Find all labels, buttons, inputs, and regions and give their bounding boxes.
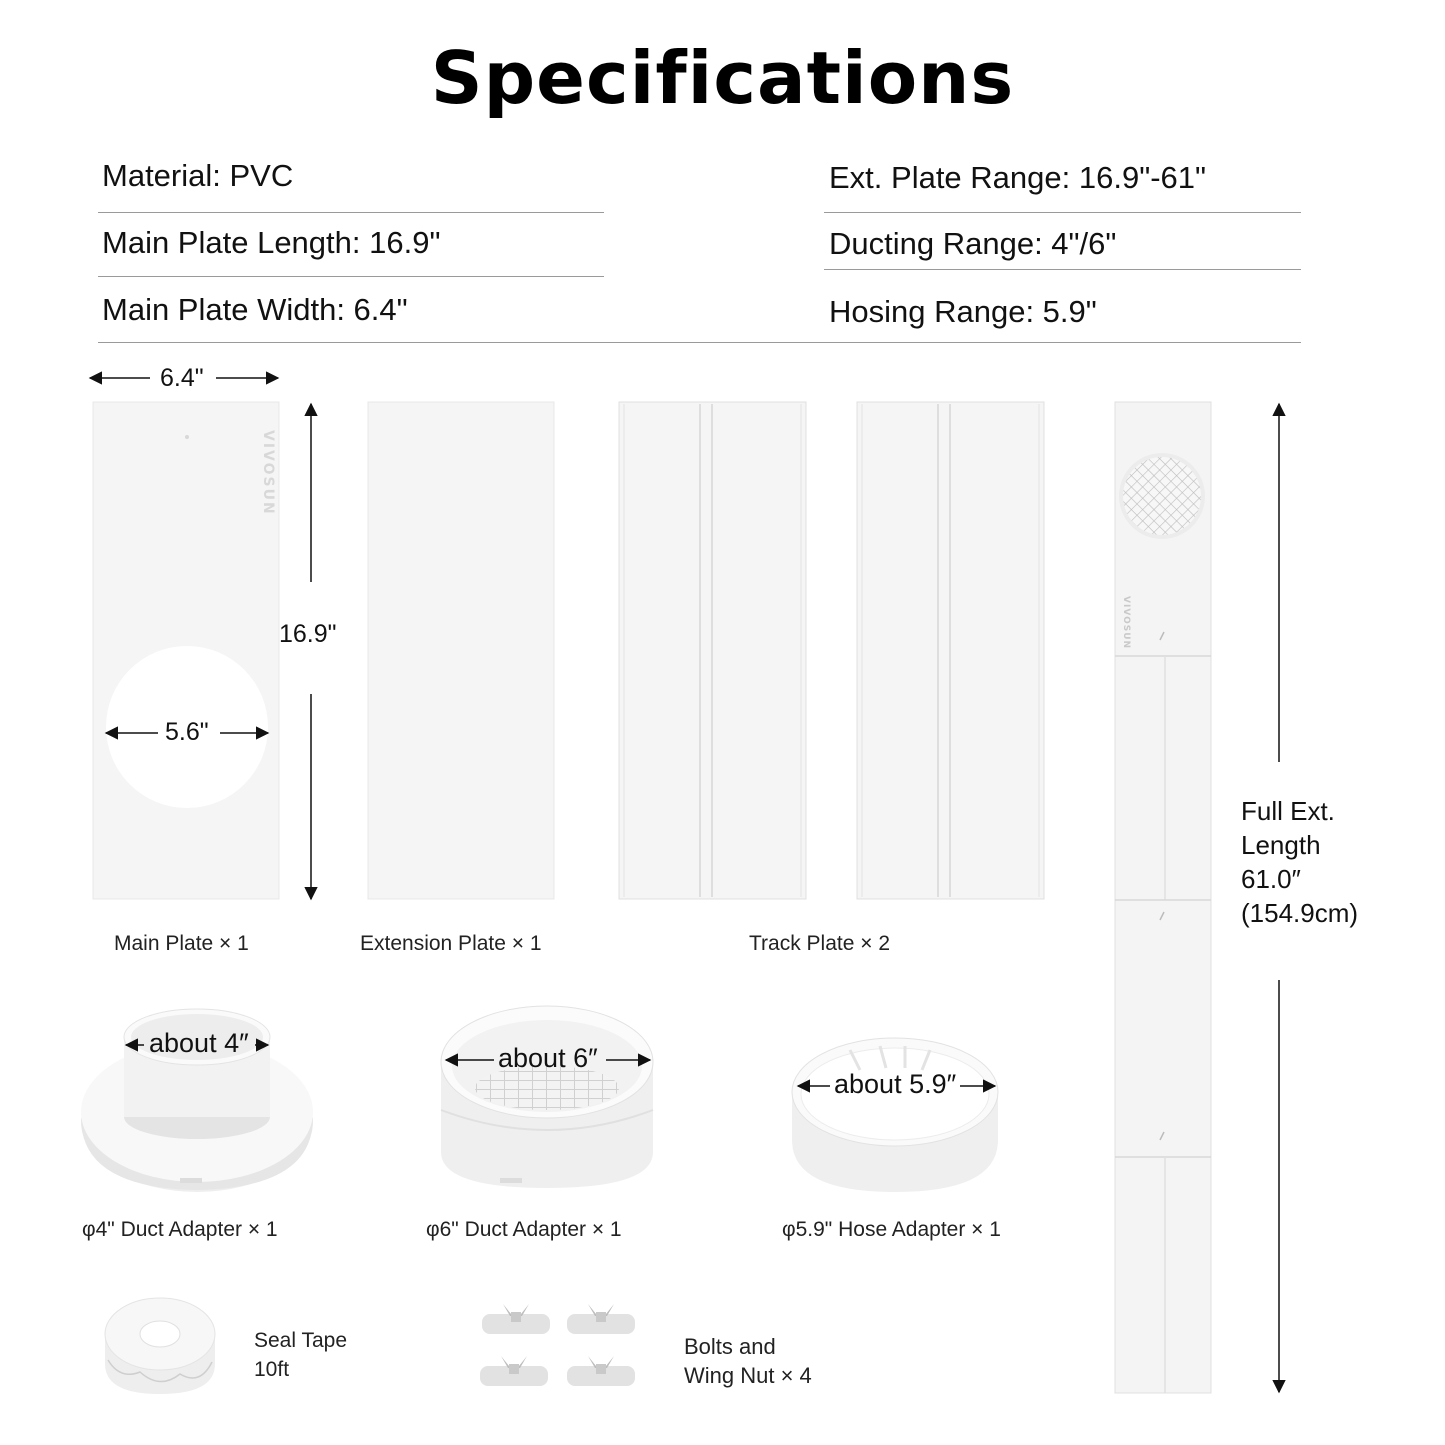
caption-bolts-line: Wing Nut × 4 bbox=[684, 1363, 812, 1388]
full-length-line: Length bbox=[1241, 830, 1321, 860]
caption-extension-plate: Extension Plate × 1 bbox=[360, 932, 542, 955]
caption-duct-adapter-6in: φ6" Duct Adapter × 1 bbox=[426, 1218, 622, 1241]
spec-main-plate-width: Main Plate Width: 6.4" bbox=[102, 292, 408, 327]
full-length-line: (154.9cm) bbox=[1241, 898, 1359, 928]
duct-adapter-6in bbox=[441, 1006, 653, 1188]
hole-diameter-label: 5.6" bbox=[165, 718, 209, 746]
hose-adapter-5-9in bbox=[792, 1038, 998, 1192]
caption-main-plate: Main Plate × 1 bbox=[114, 932, 249, 955]
caption-track-plate: Track Plate × 2 bbox=[749, 932, 891, 955]
caption-seal-tape-line: 10ft bbox=[254, 1358, 290, 1381]
caption-hose-adapter: φ5.9" Hose Adapter × 1 bbox=[782, 1218, 1001, 1241]
brand-watermark: VIVOSUN bbox=[1121, 596, 1131, 650]
seal-tape bbox=[105, 1298, 215, 1394]
track-plate-2 bbox=[857, 402, 1044, 899]
main-plate-length-label: 16.9" bbox=[279, 620, 337, 648]
page-title: Specifications bbox=[430, 36, 1015, 120]
caption-seal-tape-line: Seal Tape bbox=[254, 1329, 348, 1352]
caption-bolts-line: Bolts and bbox=[684, 1334, 776, 1359]
caption-bolts bbox=[684, 1332, 812, 1390]
duct4-size-label: about 4″ bbox=[149, 1028, 249, 1058]
extension-plate bbox=[368, 402, 554, 899]
spec-ext-plate-range: Ext. Plate Range: 16.9"-61" bbox=[829, 160, 1207, 195]
caption-seal-tape bbox=[254, 1326, 347, 1384]
spec-hosing-range: Hosing Range: 5.9" bbox=[829, 294, 1097, 329]
full-length-label bbox=[1241, 794, 1358, 930]
full-extended-assembly bbox=[1115, 402, 1211, 1393]
spec-main-plate-length: Main Plate Length: 16.9" bbox=[102, 225, 441, 260]
spec-ducting-range: Ducting Range: 4"/6" bbox=[829, 226, 1117, 261]
main-plate bbox=[93, 402, 279, 899]
duct6-size-label: about 6″ bbox=[498, 1043, 598, 1073]
full-length-line: 61.0″ bbox=[1241, 864, 1301, 894]
full-length-line: Full Ext. bbox=[1241, 796, 1335, 826]
brand-watermark: VIVOSUN bbox=[260, 430, 276, 516]
main-plate-width-label: 6.4" bbox=[160, 364, 204, 392]
hose59-size-label: about 5.9″ bbox=[834, 1069, 957, 1099]
bolts-and-wing-nuts bbox=[480, 1304, 635, 1386]
spec-material: Material: PVC bbox=[102, 158, 294, 193]
track-plate-1 bbox=[619, 402, 806, 899]
caption-duct-adapter-4in: φ4" Duct Adapter × 1 bbox=[82, 1218, 278, 1241]
